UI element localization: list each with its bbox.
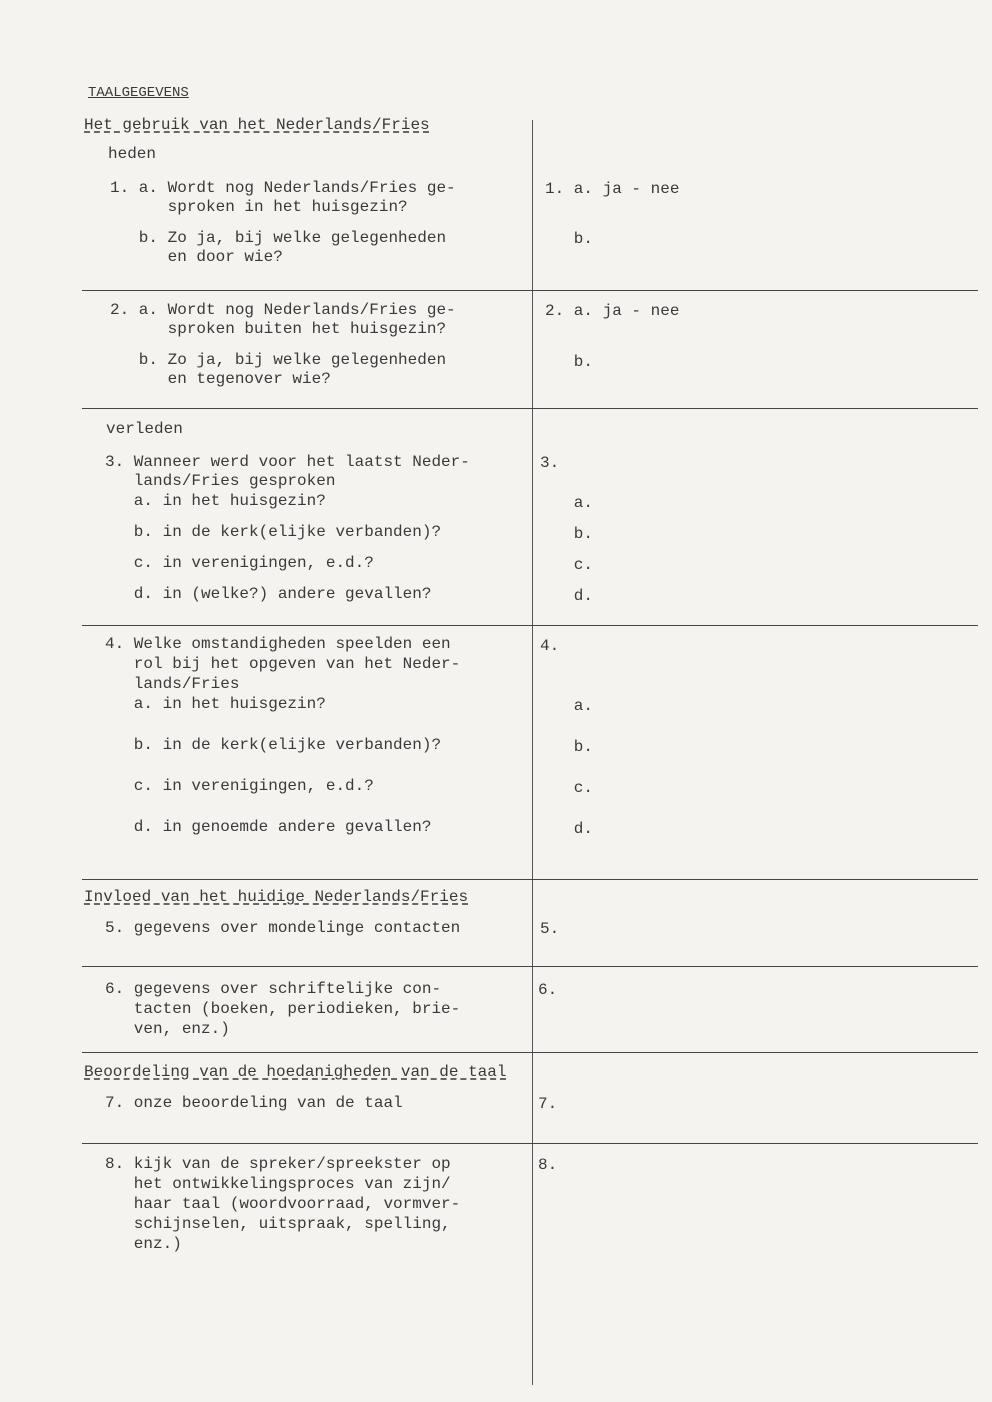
row-divider bbox=[82, 966, 978, 967]
answer-4b[interactable]: b. bbox=[545, 738, 594, 756]
question-4-line2: rol bij het opgeven van het Neder- bbox=[105, 655, 461, 673]
answer-1b[interactable]: b. bbox=[545, 230, 594, 248]
row-divider bbox=[82, 290, 978, 291]
question-6-line1: 6. gegevens over schriftelijke con- bbox=[105, 980, 442, 998]
answer-4d[interactable]: d. bbox=[545, 820, 594, 838]
question-4-line1: 4. Welke omstandigheden speelden een bbox=[105, 635, 451, 653]
question-2b-line1: b. Zo ja, bij welke gelegenheden bbox=[110, 351, 447, 369]
answer-3c[interactable]: c. bbox=[545, 556, 594, 574]
question-8-line3: haar taal (woordvoorraad, vormver- bbox=[105, 1195, 461, 1213]
question-3d: d. in (welke?) andere gevallen? bbox=[105, 585, 432, 603]
section-heading-gebruik: Het gebruik van het Nederlands/Fries bbox=[84, 116, 430, 134]
page-title: TAALGEGEVENS bbox=[88, 85, 189, 101]
answer-6[interactable]: 6. bbox=[538, 981, 558, 999]
answer-3d[interactable]: d. bbox=[545, 587, 594, 605]
question-3-line1: 3. Wanneer werd voor het laatst Neder- bbox=[105, 453, 470, 471]
row-divider bbox=[82, 1143, 978, 1144]
question-3a: a. in het huisgezin? bbox=[105, 492, 326, 510]
question-4b: b. in de kerk(elijke verbanden)? bbox=[105, 736, 442, 754]
question-8-line2: het ontwikkelingsproces van zijn/ bbox=[105, 1175, 451, 1193]
question-2a-line1: 2. a. Wordt nog Nederlands/Fries ge- bbox=[110, 301, 456, 319]
section-heading-beoordeling: Beoordeling van de hoedanigheden van de taal bbox=[84, 1063, 507, 1081]
answer-3[interactable]: 3. bbox=[540, 454, 560, 472]
answer-5[interactable]: 5. bbox=[540, 920, 560, 938]
subheading-heden: heden bbox=[108, 145, 157, 163]
answer-4c[interactable]: c. bbox=[545, 779, 594, 797]
question-6-line3: ven, enz.) bbox=[105, 1020, 230, 1038]
section-heading-invloed: Invloed van het huidige Nederlands/Fries bbox=[84, 888, 469, 906]
answer-3a[interactable]: a. bbox=[545, 494, 594, 512]
question-2a-line2: sproken buiten het huisgezin? bbox=[110, 320, 447, 338]
question-3-line2: lands/Fries gesproken bbox=[105, 472, 336, 490]
question-4d: d. in genoemde andere gevallen? bbox=[105, 818, 432, 836]
question-1a-line2: sproken in het huisgezin? bbox=[110, 198, 408, 216]
answer-4a[interactable]: a. bbox=[545, 697, 594, 715]
question-1a-line1: 1. a. Wordt nog Nederlands/Fries ge- bbox=[110, 179, 456, 197]
question-1b-line2: en door wie? bbox=[110, 248, 283, 266]
question-5: 5. gegevens over mondelinge contacten bbox=[105, 919, 461, 937]
question-6-line2: tacten (boeken, periodieken, brie- bbox=[105, 1000, 461, 1018]
question-3b: b. in de kerk(elijke verbanden)? bbox=[105, 523, 442, 541]
answer-7[interactable]: 7. bbox=[538, 1095, 558, 1113]
answer-2a[interactable]: 2. a. ja - nee bbox=[545, 302, 680, 320]
question-4-line3: lands/Fries bbox=[105, 675, 240, 693]
answer-4[interactable]: 4. bbox=[540, 637, 560, 655]
row-divider bbox=[82, 625, 978, 626]
subheading-verleden: verleden bbox=[106, 420, 183, 438]
question-2b-line2: en tegenover wie? bbox=[110, 370, 331, 388]
question-8-line4: schijnselen, uitspraak, spelling, bbox=[105, 1215, 451, 1233]
answer-2b[interactable]: b. bbox=[545, 353, 594, 371]
row-divider bbox=[82, 408, 978, 409]
row-divider bbox=[82, 879, 978, 880]
question-7: 7. onze beoordeling van de taal bbox=[105, 1094, 403, 1112]
question-8-line5: enz.) bbox=[105, 1235, 182, 1253]
answer-3b[interactable]: b. bbox=[545, 525, 594, 543]
answer-8[interactable]: 8. bbox=[538, 1156, 558, 1174]
question-8-line1: 8. kijk van de spreker/spreekster op bbox=[105, 1155, 451, 1173]
answer-1a[interactable]: 1. a. ja - nee bbox=[545, 180, 680, 198]
question-4c: c. in verenigingen, e.d.? bbox=[105, 777, 374, 795]
question-1b-line1: b. Zo ja, bij welke gelegenheden bbox=[110, 229, 447, 247]
row-divider bbox=[82, 1052, 978, 1053]
question-3c: c. in verenigingen, e.d.? bbox=[105, 554, 374, 572]
question-4a: a. in het huisgezin? bbox=[105, 695, 326, 713]
column-divider bbox=[532, 120, 533, 1385]
